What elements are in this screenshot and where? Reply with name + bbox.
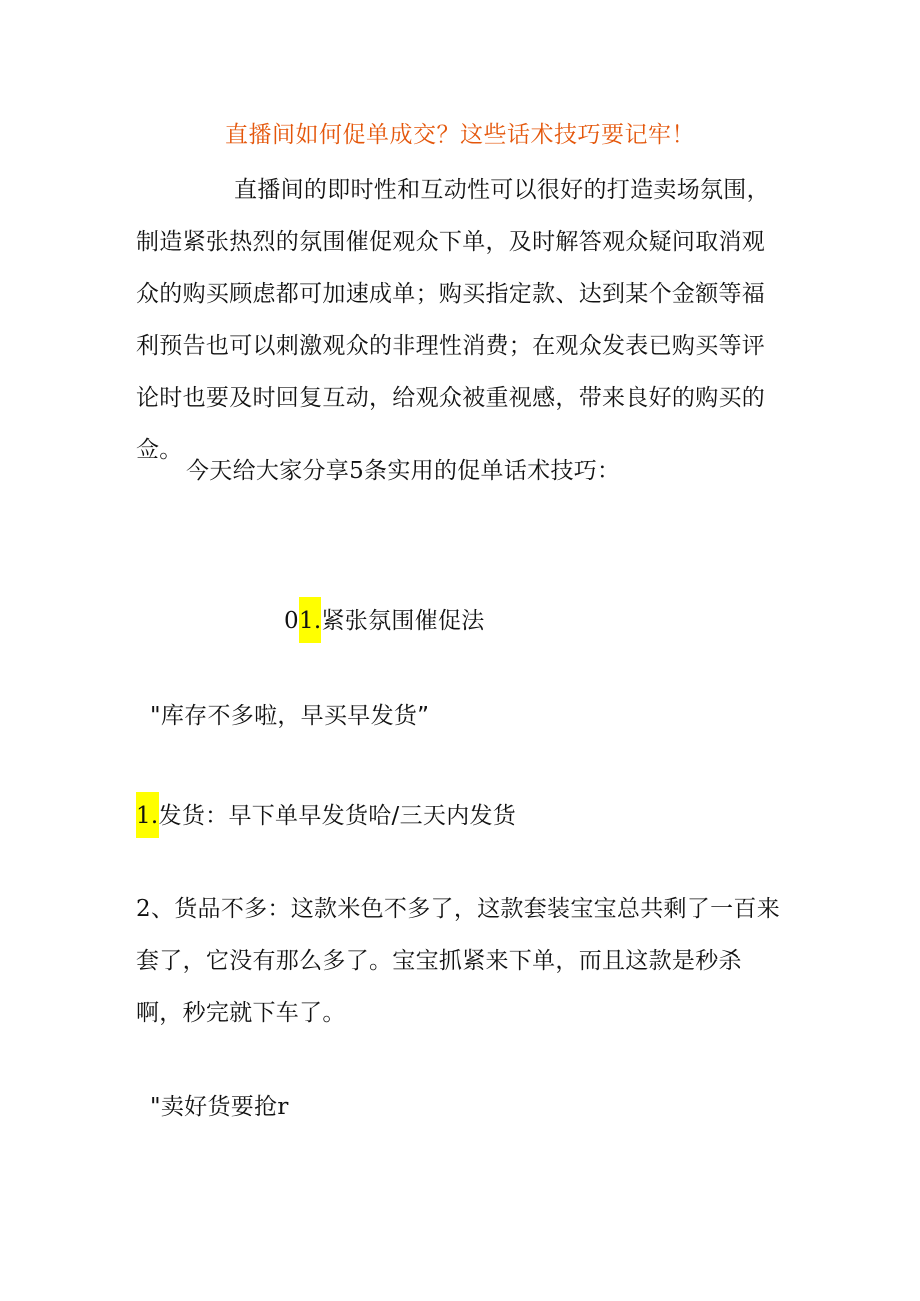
section-heading [284,597,485,643]
document-title: 直播间如何促单成交？这些话术技巧要记牢！ [225,122,695,148]
list-item-1 [136,792,516,838]
share-suffix: 条实用的促单话术技巧： [364,458,621,484]
list-item-text: 、货品不多：这款米色不多了，这款套装宝宝总共剩了一百来套了，它没有那么多了。宝宝抓紧来下单，而且这款是秒杀啊，秒完就下车了。 [136,896,781,1026]
share-line [186,454,620,488]
section-number-highlight: 1. [299,597,322,643]
section-heading-text: 紧张氛围催促法 [321,608,485,634]
share-number: 5 [349,458,365,484]
list-item-2 [136,883,786,1039]
section-number-prefix: 0 [284,608,299,634]
quote-text: "卖好货要抢 [150,1094,278,1120]
quote-trailing-char: r [277,1094,289,1120]
section-quote: "库存不多啦，早买早发货” [150,703,430,729]
list-item-number: 2 [136,896,151,922]
list-item-number-highlight: 1. [136,792,159,838]
section-quote-2 [150,1090,289,1124]
list-item-text: 发货：早下单早发货哈/三天内发货 [158,803,517,829]
intro-paragraph: 直播间的即时性和互动性可以很好的打造卖场氛围，制造紧张热烈的氛围催促观众下单，及时解答观众疑问取消观众的购买顾虑都可加速成单；购买指定款、达到某个金额等福利预告也可以刺激观众的非理性消费；在观众发表已购买等评论时也要及时回复互动，给观众被重视感，带来良好的购买的佥。 [136,177,770,463]
share-prefix: 今天给大家分享 [186,458,350,484]
